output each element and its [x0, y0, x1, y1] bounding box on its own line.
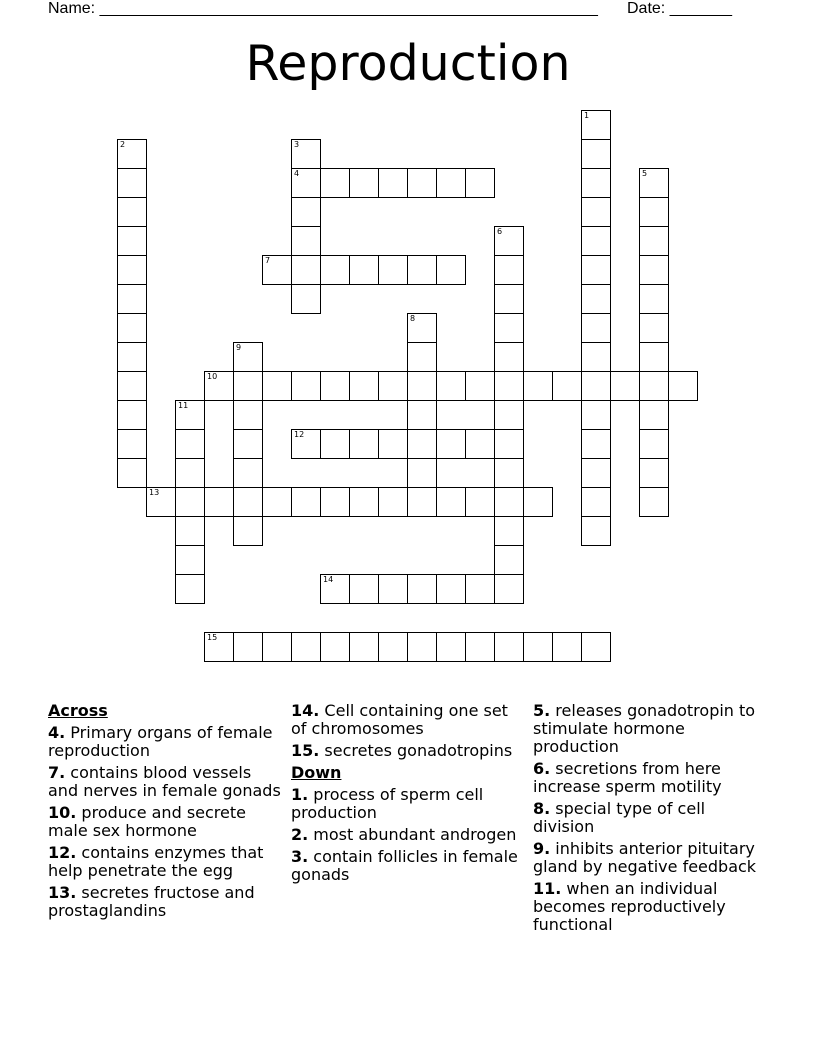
grid-cell[interactable]: [465, 574, 495, 604]
grid-cell[interactable]: [407, 632, 437, 662]
grid-cell[interactable]: [436, 429, 466, 459]
grid-cell[interactable]: [146, 487, 176, 517]
grid-cell[interactable]: [436, 487, 466, 517]
grid-cell[interactable]: [320, 487, 350, 517]
clue-item: [48, 724, 283, 760]
clue-item: [533, 800, 768, 836]
grid-cell[interactable]: [291, 371, 321, 401]
clue-item-text: releases gonadotropin to stimulate hormone production: [533, 701, 756, 756]
grid-cell[interactable]: [175, 458, 205, 488]
grid-cell[interactable]: [465, 632, 495, 662]
across-heading: Across: [48, 701, 108, 720]
clue-item-number: 13.: [48, 883, 77, 902]
grid-cell[interactable]: [233, 632, 263, 662]
grid-cell[interactable]: [581, 313, 611, 343]
grid-cell[interactable]: [407, 429, 437, 459]
grid-cell[interactable]: [581, 110, 611, 140]
down-heading: Down: [291, 763, 342, 782]
clue-item: [533, 880, 768, 934]
grid-cell[interactable]: [581, 139, 611, 169]
grid-cell[interactable]: [262, 255, 292, 285]
grid-cell[interactable]: [581, 400, 611, 430]
grid-cell[interactable]: [233, 487, 263, 517]
clue-number: 1: [584, 111, 590, 120]
grid-cell[interactable]: [233, 371, 263, 401]
grid-cell[interactable]: [581, 168, 611, 198]
grid-cell[interactable]: [436, 255, 466, 285]
grid-cell[interactable]: [262, 487, 292, 517]
grid-cell[interactable]: [262, 371, 292, 401]
clue-item-number: 8.: [533, 799, 551, 818]
grid-cell[interactable]: [320, 255, 350, 285]
grid-cell[interactable]: [175, 516, 205, 546]
grid-cell[interactable]: [349, 574, 379, 604]
grid-cell[interactable]: [175, 429, 205, 459]
grid-cell[interactable]: [175, 487, 205, 517]
clue-number: 7: [265, 256, 271, 265]
grid-cell[interactable]: [320, 574, 350, 604]
clue-item: [48, 804, 283, 840]
clue-number: 12: [294, 430, 305, 439]
grid-cell[interactable]: [378, 255, 408, 285]
grid-cell[interactable]: [349, 632, 379, 662]
grid-cell[interactable]: [639, 197, 669, 227]
clue-item-text: when an individual becomes reproductively functional: [533, 879, 726, 934]
date-field-label: Date: _______: [627, 0, 732, 17]
grid-cell[interactable]: [494, 371, 524, 401]
clues-column-2: [291, 702, 526, 888]
grid-cell[interactable]: [291, 632, 321, 662]
clues-column-1: [48, 702, 283, 924]
clue-number: 14: [323, 575, 334, 584]
grid-cell[interactable]: [639, 168, 669, 198]
clue-item: [291, 848, 526, 884]
clue-number: 4: [294, 169, 300, 178]
grid-cell[interactable]: [639, 458, 669, 488]
clue-item-number: 3.: [291, 847, 309, 866]
grid-cell[interactable]: [117, 284, 147, 314]
grid-cell[interactable]: [233, 400, 263, 430]
clue-item: [291, 786, 526, 822]
grid-cell[interactable]: [494, 342, 524, 372]
grid-cell[interactable]: [552, 371, 582, 401]
clue-item-number: 5.: [533, 701, 551, 720]
grid-cell[interactable]: [465, 429, 495, 459]
grid-cell[interactable]: [581, 342, 611, 372]
grid-cell[interactable]: [494, 458, 524, 488]
grid-cell[interactable]: [378, 574, 408, 604]
grid-cell[interactable]: [639, 342, 669, 372]
clue-number: 13: [149, 488, 160, 497]
grid-cell[interactable]: [581, 458, 611, 488]
grid-cell[interactable]: [291, 139, 321, 169]
grid-cell[interactable]: [320, 429, 350, 459]
grid-cell[interactable]: [639, 284, 669, 314]
grid-cell[interactable]: [581, 284, 611, 314]
grid-cell[interactable]: [581, 487, 611, 517]
grid-cell[interactable]: [349, 487, 379, 517]
clue-number: 8: [410, 314, 416, 323]
grid-cell[interactable]: [494, 632, 524, 662]
grid-cell[interactable]: [581, 371, 611, 401]
grid-cell[interactable]: [117, 255, 147, 285]
clue-item-text: process of sperm cell production: [291, 785, 484, 822]
clue-item-number: 15.: [291, 741, 320, 760]
clue-item: [533, 760, 768, 796]
grid-cell[interactable]: [610, 371, 640, 401]
grid-cell[interactable]: [523, 487, 553, 517]
clue-item-number: 11.: [533, 879, 562, 898]
grid-cell[interactable]: [378, 371, 408, 401]
grid-cell[interactable]: [117, 168, 147, 198]
grid-cell[interactable]: [494, 487, 524, 517]
grid-cell[interactable]: [581, 429, 611, 459]
grid-cell[interactable]: [639, 429, 669, 459]
grid-cell[interactable]: [117, 371, 147, 401]
grid-cell[interactable]: [494, 516, 524, 546]
grid-cell[interactable]: [117, 197, 147, 227]
clue-item-number: 4.: [48, 723, 66, 742]
grid-cell[interactable]: [117, 226, 147, 256]
grid-cell[interactable]: [407, 313, 437, 343]
grid-cell[interactable]: [581, 516, 611, 546]
clue-item-text: secretions from here increase sperm motility: [533, 759, 722, 796]
grid-cell[interactable]: [639, 255, 669, 285]
grid-cell[interactable]: [175, 545, 205, 575]
grid-cell[interactable]: [291, 197, 321, 227]
grid-cell[interactable]: [378, 487, 408, 517]
grid-cell[interactable]: [494, 255, 524, 285]
grid-cell[interactable]: [117, 342, 147, 372]
grid-cell[interactable]: [349, 255, 379, 285]
clue-item: [48, 844, 283, 880]
clue-item-text: contain follicles in female gonads: [291, 847, 518, 884]
grid-cell[interactable]: [465, 168, 495, 198]
page-title: Reproduction: [245, 35, 571, 92]
clue-number: 9: [236, 343, 242, 352]
grid-cell[interactable]: [639, 226, 669, 256]
clue-item-text: contains enzymes that help penetrate the egg: [48, 843, 264, 880]
clue-item: [48, 884, 283, 920]
grid-cell[interactable]: [523, 632, 553, 662]
grid-cell[interactable]: [639, 400, 669, 430]
grid-cell[interactable]: [233, 429, 263, 459]
grid-cell[interactable]: [349, 429, 379, 459]
grid-cell[interactable]: [291, 168, 321, 198]
grid-cell[interactable]: [494, 545, 524, 575]
grid-cell[interactable]: [233, 458, 263, 488]
grid-cell[interactable]: [320, 168, 350, 198]
grid-cell[interactable]: [436, 574, 466, 604]
clue-item: [291, 742, 526, 760]
grid-cell[interactable]: [436, 632, 466, 662]
clue-item-text: secretes fructose and prostaglandins: [48, 883, 255, 920]
grid-cell[interactable]: [291, 429, 321, 459]
grid-cell[interactable]: [175, 400, 205, 430]
grid-cell[interactable]: [494, 226, 524, 256]
clue-number: 6: [497, 227, 503, 236]
grid-cell[interactable]: [407, 458, 437, 488]
grid-cell[interactable]: [407, 487, 437, 517]
clue-number: 10: [207, 372, 218, 381]
grid-cell[interactable]: [117, 139, 147, 169]
grid-cell[interactable]: [349, 371, 379, 401]
grid-cell[interactable]: [552, 632, 582, 662]
grid-cell[interactable]: [291, 284, 321, 314]
name-field-label: Name: ________________________________________________________: [48, 0, 598, 17]
grid-cell[interactable]: [117, 458, 147, 488]
grid-cell[interactable]: [407, 255, 437, 285]
grid-cell[interactable]: [465, 487, 495, 517]
clue-item-number: 14.: [291, 701, 320, 720]
grid-cell[interactable]: [233, 516, 263, 546]
grid-cell[interactable]: [378, 168, 408, 198]
grid-cell[interactable]: [320, 371, 350, 401]
grid-cell[interactable]: [436, 168, 466, 198]
grid-cell[interactable]: [639, 487, 669, 517]
clue-item-number: 9.: [533, 839, 551, 858]
clue-item-text: inhibits anterior pituitary gland by negative feedback: [533, 839, 757, 876]
grid-cell[interactable]: [262, 632, 292, 662]
clue-item-text: special type of cell division: [533, 799, 706, 836]
clue-number: 11: [178, 401, 189, 410]
clue-item-number: 6.: [533, 759, 551, 778]
grid-cell[interactable]: [465, 371, 495, 401]
grid-cell[interactable]: [581, 226, 611, 256]
clue-item-number: 10.: [48, 803, 77, 822]
grid-cell[interactable]: [407, 342, 437, 372]
clue-item: [291, 826, 526, 844]
grid-cell[interactable]: [291, 255, 321, 285]
grid-cell[interactable]: [523, 371, 553, 401]
clue-item-text: contains blood vessels and nerves in female gonads: [48, 763, 281, 800]
clue-item-text: produce and secrete male sex hormone: [48, 803, 246, 840]
grid-cell[interactable]: [291, 487, 321, 517]
clue-item: [533, 702, 768, 756]
grid-cell[interactable]: [204, 632, 234, 662]
grid-cell[interactable]: [233, 342, 263, 372]
clue-item-text: Cell containing one set of chromosomes: [291, 701, 508, 738]
clue-item: [533, 840, 768, 876]
grid-cell[interactable]: [494, 400, 524, 430]
clue-item-number: 1.: [291, 785, 309, 804]
grid-cell[interactable]: [117, 313, 147, 343]
grid-cell[interactable]: [639, 371, 669, 401]
clue-item: [48, 764, 283, 800]
grid-cell[interactable]: [378, 632, 408, 662]
grid-cell[interactable]: [494, 574, 524, 604]
grid-cell[interactable]: [291, 226, 321, 256]
clue-item-text: most abundant androgen: [308, 825, 517, 844]
grid-cell[interactable]: [204, 371, 234, 401]
grid-cell[interactable]: [117, 429, 147, 459]
grid-cell[interactable]: [494, 284, 524, 314]
grid-cell[interactable]: [407, 371, 437, 401]
grid-cell[interactable]: [320, 632, 350, 662]
grid-cell[interactable]: [175, 574, 205, 604]
grid-cell[interactable]: [117, 400, 147, 430]
grid-cell[interactable]: [494, 429, 524, 459]
clue-item-number: 12.: [48, 843, 77, 862]
clue-item-number: 2.: [291, 825, 309, 844]
clue-number: 2: [120, 140, 126, 149]
grid-cell[interactable]: [204, 487, 234, 517]
grid-cell[interactable]: [581, 197, 611, 227]
clue-number: 5: [642, 169, 648, 178]
clue-number: 15: [207, 633, 218, 642]
clue-item: [291, 702, 526, 738]
grid-cell[interactable]: [407, 400, 437, 430]
grid-cell[interactable]: [581, 632, 611, 662]
grid-cell[interactable]: [407, 574, 437, 604]
clue-item-text: secretes gonadotropins: [319, 741, 513, 760]
clue-number: 3: [294, 140, 300, 149]
grid-cell[interactable]: [349, 168, 379, 198]
grid-cell[interactable]: [436, 371, 466, 401]
grid-cell[interactable]: [378, 429, 408, 459]
grid-cell[interactable]: [668, 371, 698, 401]
grid-cell[interactable]: [639, 313, 669, 343]
clues-column-3: [533, 702, 768, 938]
clue-item-text: Primary organs of female reproduction: [48, 723, 273, 760]
grid-cell[interactable]: [407, 168, 437, 198]
clue-item-number: 7.: [48, 763, 66, 782]
grid-cell[interactable]: [494, 313, 524, 343]
grid-cell[interactable]: [581, 255, 611, 285]
